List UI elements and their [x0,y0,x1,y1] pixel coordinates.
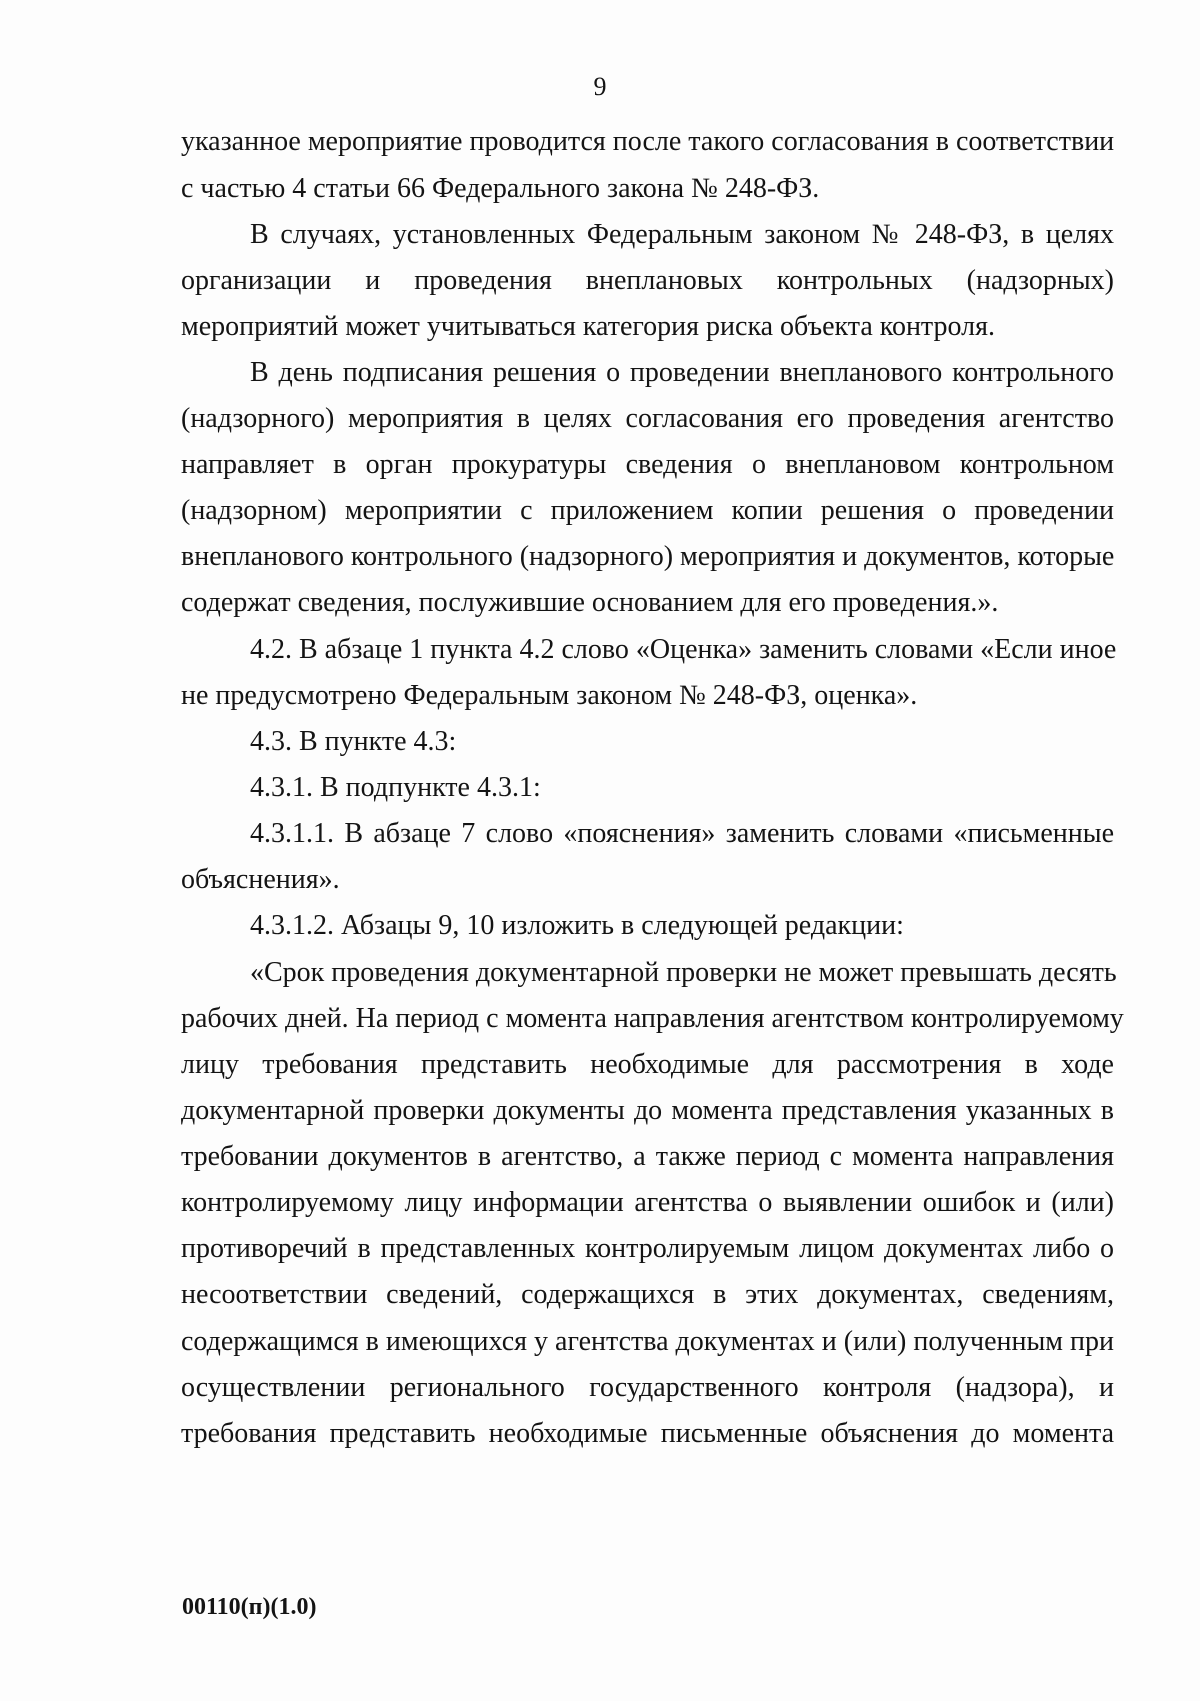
text-line: В случаях, установленных Федеральным законом № 248-ФЗ, в целях [250,219,1114,250]
text-line: не предусмотрено Федеральным законом № 248-ФЗ, оценка». [181,680,918,711]
text-line: В день подписания решения о проведении внепланового контрольного [250,357,1114,388]
text-line: внепланового контрольного (надзорного) мероприятия и документов, которые [181,541,1115,572]
text-line: осуществлении регионального государственного контроля (надзора), и [181,1372,1114,1403]
text-line: контролируемому лицу информации агентства о выявлении ошибок и (или) [181,1187,1114,1218]
text-line: требования представить необходимые письменные объяснения до момента [181,1418,1114,1449]
text-line: 4.3.1.2. Абзацы 9, 10 изложить в следующей редакции: [250,910,904,941]
text-line: (надзорном) мероприятии с приложением копии решения о проведении [181,495,1114,526]
text-line: требовании документов в агентство, а также период с момента направления [181,1141,1114,1172]
text-line: 4.3. В пункте 4.3: [250,726,457,757]
text-line: несоответствии сведений, содержащихся в этих документах, сведениям, [181,1279,1114,1310]
page-number: 9 [593,72,607,101]
text-line: рабочих дней. На период с момента направления агентством контролируемому [181,1003,1124,1034]
text-line: содержат сведения, послужившие основанием для его проведения.». [181,587,999,618]
text-line: лицу требования представить необходимые для рассмотрения в ходе [181,1049,1114,1080]
text-line: организации и проведения внеплановых контрольных (надзорных) [181,265,1114,296]
document-code: 00110(п)(1.0) [182,1594,317,1620]
text-line: (надзорного) мероприятия в целях согласования его проведения агентство [181,403,1114,434]
text-line: объяснения». [181,864,340,895]
text-line: 4.3.1. В подпункте 4.3.1: [250,772,541,803]
text-line: направляет в орган прокуратуры сведения о внеплановом контрольном [181,449,1114,480]
text-line: 4.3.1.1. В абзаце 7 слово «пояснения» заменить словами «письменные [250,818,1114,849]
text-line: с частью 4 статьи 66 Федерального закона № 248-ФЗ. [181,173,820,204]
text-line: содержащимся в имеющихся у агентства документах и (или) полученным при [181,1326,1114,1357]
text-line: противоречий в представленных контролируемым лицом документах либо о [181,1233,1114,1264]
text-line: документарной проверки документы до момента представления указанных в [181,1095,1114,1126]
text-line: указанное мероприятие проводится после такого согласования в соответствии [181,126,1115,157]
text-line: мероприятий может учитываться категория риска объекта контроля. [181,311,995,342]
text-line: 4.2. В абзаце 1 пункта 4.2 слово «Оценка» заменить словами «Если иное [250,634,1117,665]
text-line: «Срок проведения документарной проверки не может превышать десять [250,957,1117,988]
